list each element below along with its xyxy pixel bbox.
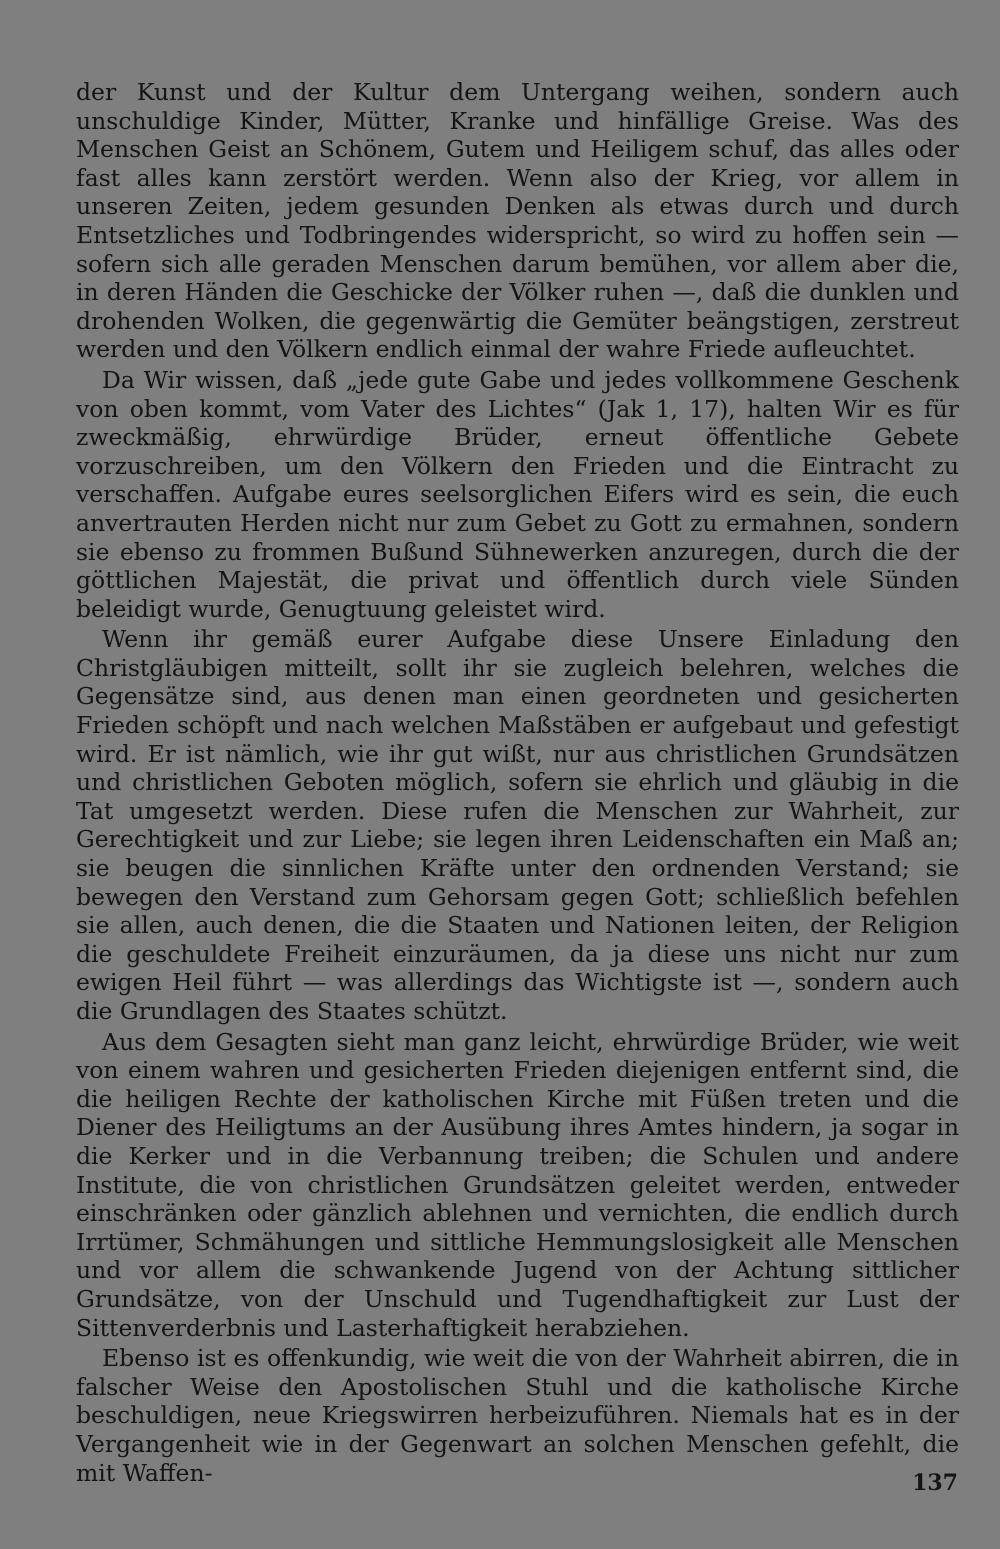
- paragraph-far-from-peace: Aus dem Gesagten sieht man ganz leicht, ehrwürdige Brüder, wie weit von einem wahren und gesicherten Frieden diejenigen entfernt sind, die die heiligen Rechte der katholischen Kirche mit Füßen treten und die Diener des Heiligtums an der Ausübung ihres Amtes hindern, ja sogar in die Kerker und in die Verbannung treiben; die Schulen und andere Institute, die von christlichen Grundsätzen geleitet werden, entweder einschränken oder gänzlich ablehnen und vernichten, die endlich durch Irrtümer, Schmähungen und sittliche Hemmungslosigkeit alle Menschen und vor allem die schwankende Jugend von der Achtung sittlicher Grundsätze, von der Unschuld und Tugendhaftigkeit zur Lust der Sittenverderbnis und Lasterhaftigkeit herabziehen.: [76, 1027, 959, 1342]
- page-number: 137: [912, 1470, 958, 1496]
- paragraph-prayer: Da Wir wissen, daß „jede gute Gabe und jedes vollkommene Geschenk von oben kommt, vom Vater des Lichtes“ (Jak 1, 17), halten Wir es für zweckmäßig, ehrwürdige Brüder, erneut öffentliche Gebete vorzuschreiben, um den Völkern den Frieden und die Eintracht zu verschaffen. Aufgabe eures seelsorglichen Eifers wird es sein, die euch anvertrauten Herden nicht nur zum Gebet zu Gott zu ermahnen, sondern sie ebenso zu frommen Bußund Sühnewerken anzuregen, durch die der göttlichen Majestät, die privat und öffentlich durch viele Sünden beleidigt wurde, Genugtuung geleistet wird.: [76, 365, 959, 623]
- paragraph-accusations: Ebenso ist es offenkundig, wie weit die von der Wahrheit abirren, die in falscher Weise den Apostolischen Stuhl und die katholische Kirche beschuldigen, neue Kriegswirren herbeizuführen. Niemals hat es in der Vergangenheit wie in der Gegenwart an solchen Menschen gefehlt, die mit Waffen-: [76, 1344, 959, 1487]
- paragraph-continuation: der Kunst und der Kultur dem Untergang weihen, sondern auch unschuldige Kinder, Mütter, Kranke und hinfällige Greise. Was des Menschen Geist an Schönem, Gutem und Heiligem schuf, das alles oder fast alles kann zerstört werden. Wenn also der Krieg, vor allem in unseren Zeiten, jedem gesunden Denken als etwas durch und durch Entsetzliches und Todbringendes widerspricht, so wird zu hoffen sein — sofern sich alle geraden Menschen darum bemühen, vor allem aber die, in deren Händen die Geschicke der Völker ruhen —, daß die dunklen und drohenden Wolken, die gegenwärtig die Gemüter beängstigen, zerstreut werden und den Völkern endlich einmal der wahre Friede aufleuchtet.: [76, 78, 959, 364]
- page-body: [76, 78, 959, 1487]
- paragraph-christian-principles: Wenn ihr gemäß eurer Aufgabe diese Unsere Einladung den Christgläubigen mitteilt, sollt ihr sie zugleich belehren, welches die Gegensätze sind, aus denen man einen geordneten und gesicherten Frieden schöpft und nach welchen Maßstäben er aufgebaut und gefestigt wird. Er ist nämlich, wie ihr gut wißt, nur aus christlichen Grundsätzen und christlichen Geboten möglich, sofern sie ehrlich und gläubig in die Tat umgesetzt werden. Diese rufen die Menschen zur Wahrheit, zur Gerechtigkeit und zur Liebe; sie legen ihren Leidenschaften ein Maß an; sie beugen die sinnlichen Kräfte unter den ordnenden Verstand; sie bewegen den Verstand zum Gehorsam gegen Gott; schließlich befehlen sie allen, auch denen, die die Staaten und Nationen leiten, der Religion die geschuldete Freiheit einzuräumen, da ja diese uns nicht nur zum ewigen Heil führt — was allerdings das Wichtigste ist —, sondern auch die Grundlagen des Staates schützt.: [76, 625, 959, 1025]
